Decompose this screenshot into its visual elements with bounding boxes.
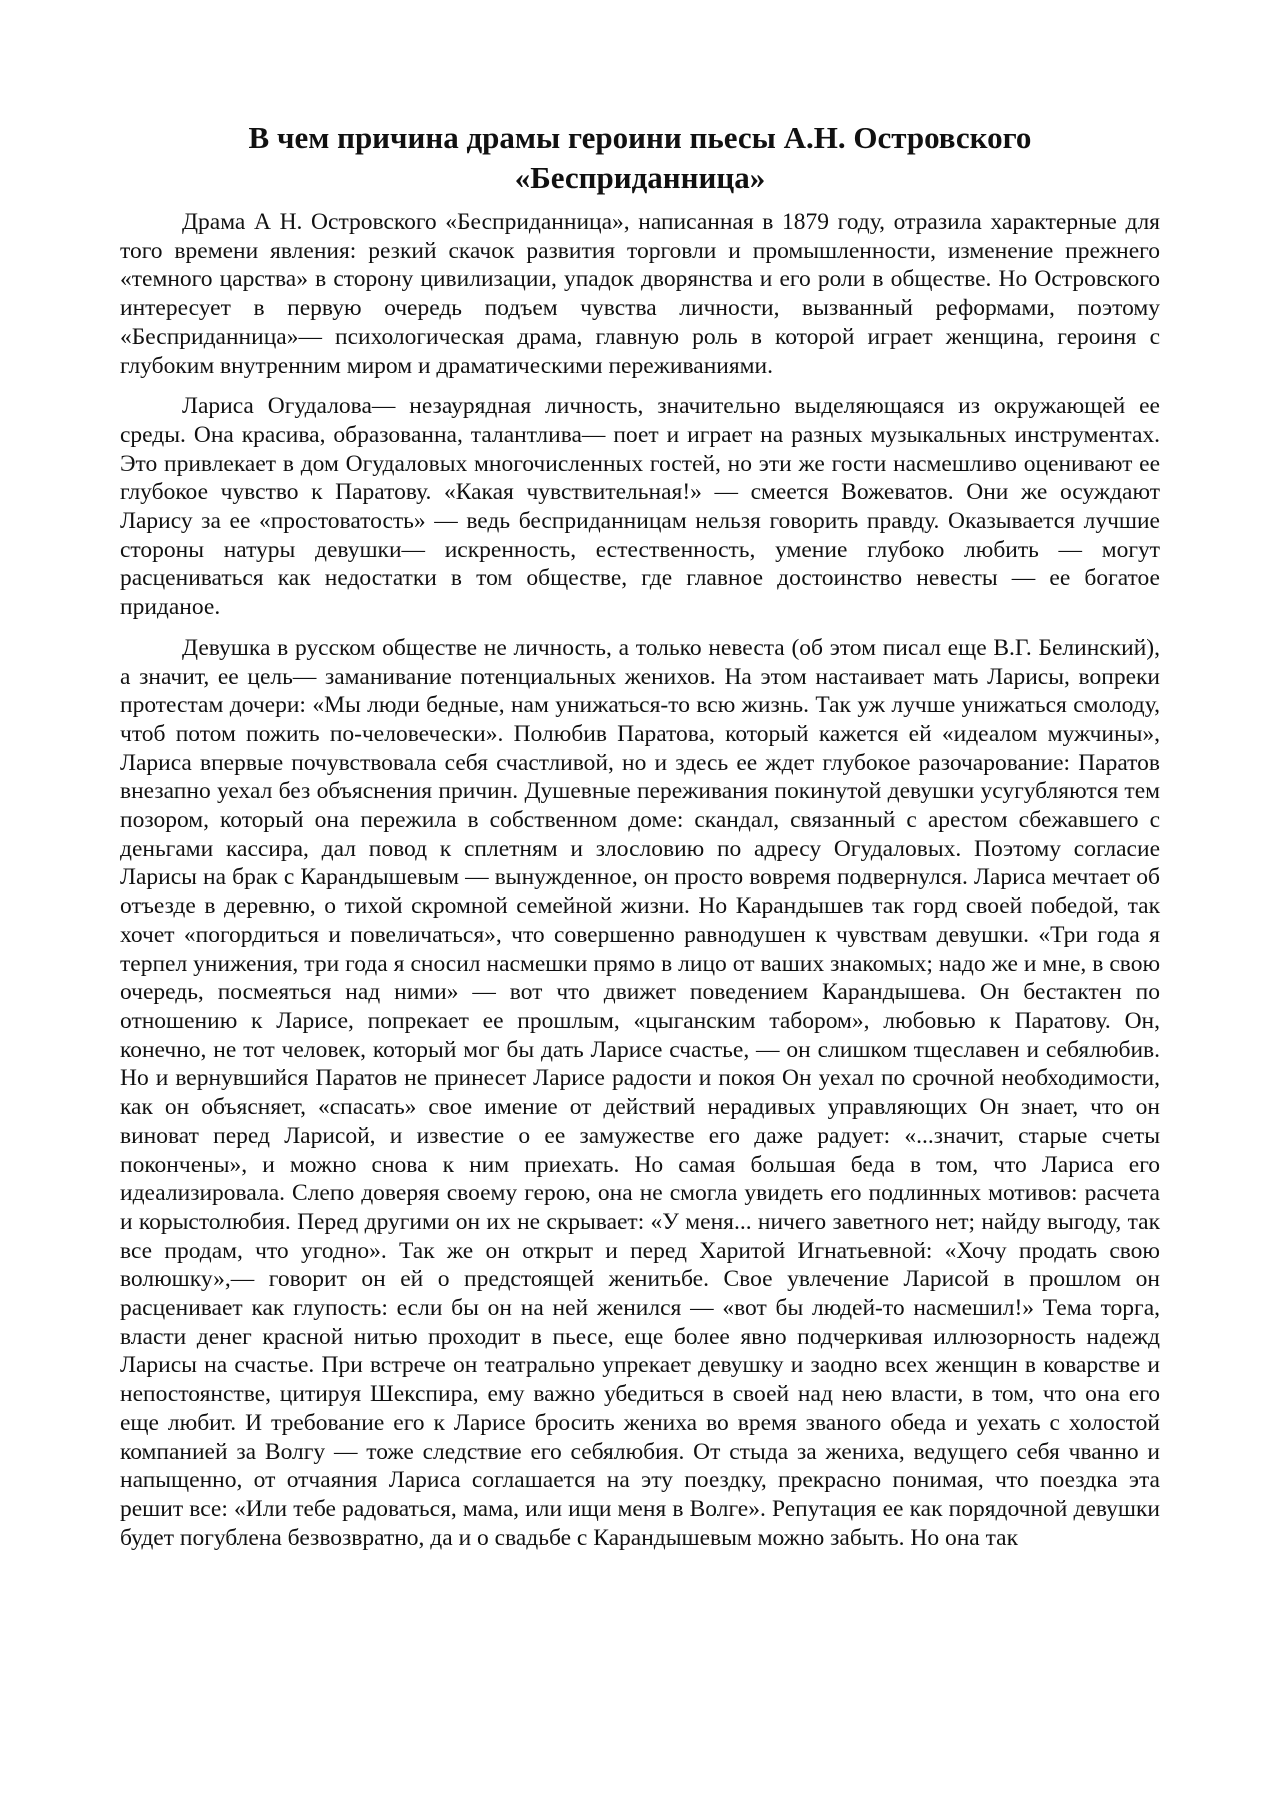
paragraph-1: Драма А Н. Островского «Бесприданница», написанная в 1879 году, отразила характерные для того времени явления: резкий скачок развития торговли и промышленности, изменение прежнего «темного царства» в сторону цивилизации, упадок дворянства и его роли в обществе. Но Островского интересует в первую очередь подъем чувства личности, вызванный реформами, поэтому «Бесприданница»— психологическая драма, главную роль в которой играет женщина, героиня с глубоким внутренним миром и драматическими переживаниями.	[120, 209, 1160, 379]
paragraph-3: Девушка в русском обществе не личность, а только невеста (об этом писал еще В.Г. Белинский), а значит, ее цель— заманивание потенциальных женихов. На этом настаивает мать Ларисы, вопреки протестам дочери: «Мы люди бедные, нам унижаться-то всю жизнь. Так уж лучше унижаться смолоду, чтоб потом пожить по-человечески». Полюбив Паратова, который кажется ей «идеалом мужчины», Лариса впервые почувствовала себя счастливой, но и здесь ее ждет глубокое разочарование: Паратов внезапно уехал без объяснения причин. Душевные переживания покинутой девушки усугубляются тем позором, который она пережила в собственном доме: скандал, связанный с арестом сбежавшего с деньгами кассира, дал повод к сплетням и злословию по адресу Огудаловых. Поэтому согласие Ларисы на брак с Карандышевым — вынужденное, он просто вовремя подвернулся. Лариса мечтает об отъезде в деревню, о тихой скромной семейной жизни. Но Карандышев так горд своей победой, так хочет «погордиться и повеличаться», что совершенно равнодушен к чувствам девушки. «Три года я терпел унижения, три года я сносил насмешки прямо в лицо от ваших знакомых; надо же и мне, в свою очередь, посмеяться над ними» — вот что движет поведением Карандышева. Он бестактен по отношению к Ларисе, попрекает ее прошлым, «цыганским табором», любовью к Паратову. Он, конечно, не тот человек, который мог бы дать Ларисе счастье, — он слишком тщеславен и себялюбив. Но и вернувшийся Паратов не принесет Ларисе радости и покоя Он уехал по срочной необходимости, как он объясняет, «спасать» свое имение от действий нерадивых управляющих Он знает, что он виноват перед Ларисой, и известие о ее замужестве его даже радует: «...значит, старые счеты покончены», и можно снова к ним приехать. Но самая большая беда в том, что Лариса его идеализировала. Слепо доверяя своему герою, она не смогла увидеть его подлинных мотивов: расчета и корыстолюбия. Перед другими он их не скрывает: «У меня... ничего заветного нет; найду выгоду, так все продам, что угодно». Так же он открыт и перед Харитой Игнатьевной: «Хочу продать свою волюшку»,— говорит он ей о предстоящей женитьбе. Свое увлечение Ларисой в прошлом он расценивает как глупость: если бы он на ней женился — «вот бы людей-то насмешил!» Тема торга, власти денег красной нитью проходит в пьесе, еще более явно подчеркивая иллюзорность надежд Ларисы на счастье. При встрече он театрально упрекает девушку и заодно всех женщин в коварстве и непостоянстве, цитируя Шекспира, ему важно убедиться в своей над нею власти, в том, что она его еще любит. И требование его к Ларисе бросить жениха во время званого обеда и уехать с холостой компанией за Волгу — тоже следствие его себялюбия. От стыда за жениха, ведущего себя чванно и напыщенно, от отчаяния Лариса соглашается на эту поездку, прекрасно понимая, что поездка эта решит все: «Или тебе радоваться, мама, или ищи меня в Волге». Репутация ее как порядочной девушки будет погублена безвозвратно, да и о свадьбе с Карандышевым можно забыть. Но она так	[120, 634, 1160, 1551]
document-title: В чем причина драмы героини пьесы А.Н. Островского «Бесприданница»	[248, 120, 1032, 195]
paragraph-2: Лариса Огудалова— незаурядная личность, значительно выделяющаяся из окружающей ее среды. Она красива, образованна, талантлива— поет и играет на разных музыкальных инструментах. Это привлекает в дом Огудаловых многочисленных гостей, но эти же гости насмешливо оценивают ее глубокое чувство к Паратову. «Какая чувствительная!» — смеется Вожеватов. Они же осуждают Ларису за ее «простоватость» — ведь бесприданницам нельзя говорить правду. Оказывается лучшие стороны натуры девушки— искренность, естественность, умение глубоко любить — могут расцениваться как недостатки в том обществе, где главное достоинство невесты — ее богатое приданое.	[120, 393, 1160, 621]
document-page	[120, 118, 1160, 1564]
